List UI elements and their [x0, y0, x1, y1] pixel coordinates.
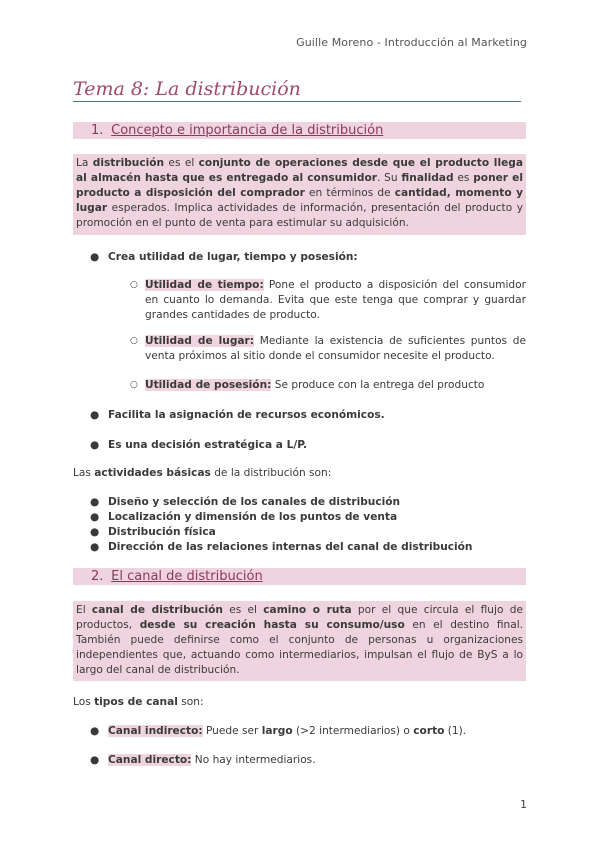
text: Mediante la existencia de suficientes puntos de venta próximos al sitio donde el consumidor necesite el producto.	[145, 335, 526, 362]
list-item	[90, 753, 316, 768]
list-item	[90, 495, 400, 510]
text: El	[76, 604, 92, 616]
bullet-icon: ●	[90, 511, 100, 523]
section-number: 1.	[91, 123, 104, 138]
definition-box	[73, 154, 526, 235]
bullet-icon: ●	[90, 409, 100, 421]
list-item-text: Facilita la asignación de recursos económicos.	[108, 409, 385, 421]
text: es	[453, 172, 474, 184]
sub-list-item	[130, 334, 526, 364]
circle-bullet-icon: ○	[130, 280, 138, 290]
list-item	[90, 250, 358, 265]
section-title: Concepto e importancia de la distribución	[111, 123, 384, 138]
text: Pone el producto a disposición del consumidor en cuanto lo demanda. Evita que este tenga que comprar y guardar grandes cantidades de producto.	[145, 279, 526, 321]
text: es el	[222, 604, 264, 616]
text: (1).	[444, 725, 467, 737]
sub-list-item	[130, 278, 526, 323]
text: Las	[73, 467, 95, 479]
highlight-label: Utilidad de tiempo:	[145, 279, 264, 291]
text: Se produce con la entrega del producto	[271, 379, 485, 391]
bold-text: corto	[413, 725, 445, 737]
bold-text: cantidad, momento y lugar	[76, 187, 523, 214]
text: por el que circula el flujo de productos,	[76, 604, 523, 631]
text: de la distribución son:	[210, 467, 332, 479]
list-item-text: Localización y dimensión de los puntos de venta	[108, 511, 398, 523]
bold-text: desde su creación hasta su consumo/uso	[139, 619, 405, 631]
text: es el	[164, 157, 199, 169]
bold-text: canal de distribución	[91, 604, 223, 616]
activities-intro	[73, 466, 331, 481]
sub-list-item	[130, 378, 526, 393]
list-item	[90, 438, 307, 453]
text: No hay intermediarios.	[191, 754, 316, 766]
list-item	[90, 510, 397, 525]
list-item	[90, 525, 216, 540]
page-header: Guille Moreno - Introducción al Marketing	[296, 36, 527, 49]
text: La	[76, 157, 93, 169]
text: Puede ser	[202, 725, 262, 737]
bold-text: poner el producto a disposición del comprador	[76, 172, 523, 199]
bullet-icon: ●	[90, 725, 100, 737]
bullet-icon: ●	[90, 251, 100, 263]
text: (>2 intermediarios) o	[292, 725, 414, 737]
bullet-icon: ●	[90, 754, 100, 766]
highlight-label: Utilidad de lugar:	[145, 335, 255, 347]
text: son:	[177, 696, 204, 708]
text: esperados. Implica actividades de información, presentación del producto y promoción en el punto de venta para estimular su adquisición.	[76, 202, 523, 229]
section-title: El canal de distribución	[111, 569, 263, 584]
bold-text: distribución	[92, 157, 165, 169]
text: en el destino final. También puede definirse como el conjunto de personas u organizaciones independientes que, actuando como intermediarios, impulsan el flujo de ByS a lo largo del canal de distribución.	[76, 619, 524, 676]
bullet-icon: ●	[90, 526, 100, 538]
section-heading-1	[73, 122, 526, 139]
circle-bullet-icon: ○	[130, 336, 138, 346]
types-intro	[73, 695, 204, 710]
list-item-text: Crea utilidad de lugar, tiempo y posesión:	[108, 251, 358, 263]
list-item	[90, 724, 466, 739]
bold-text: actividades básicas	[94, 467, 211, 479]
text: Los	[73, 696, 95, 708]
bullet-icon: ●	[90, 496, 100, 508]
highlight-label: Canal indirecto:	[108, 725, 203, 737]
bold-text: camino o ruta	[263, 604, 352, 616]
bold-text: tipos de canal	[94, 696, 178, 708]
list-item	[90, 408, 385, 423]
bullet-icon: ●	[90, 541, 100, 553]
highlight-label: Utilidad de posesión:	[145, 379, 272, 391]
list-item-text: Diseño y selección de los canales de distribución	[108, 496, 401, 508]
bullet-icon: ●	[90, 439, 100, 451]
bold-text: finalidad	[401, 172, 454, 184]
page-number: 1	[520, 798, 527, 811]
bold-text: largo	[261, 725, 293, 737]
definition-box	[73, 601, 526, 681]
list-item-text: Distribución física	[108, 526, 216, 538]
text: . Su	[376, 172, 402, 184]
highlight-label: Canal directo:	[108, 754, 192, 766]
section-number: 2.	[91, 569, 104, 584]
list-item	[90, 540, 472, 555]
list-item-text: Dirección de las relaciones internas del canal de distribución	[108, 541, 473, 553]
section-heading-2	[73, 568, 526, 585]
page-title: Tema 8: La distribución	[73, 78, 521, 102]
list-item-text: Es una decisión estratégica a L/P.	[108, 439, 308, 451]
bold-text: conjunto de operaciones desde que el producto llega al almacén hasta que es entregado al consumidor	[76, 157, 523, 184]
text: en términos de	[304, 187, 395, 199]
circle-bullet-icon: ○	[130, 380, 138, 390]
